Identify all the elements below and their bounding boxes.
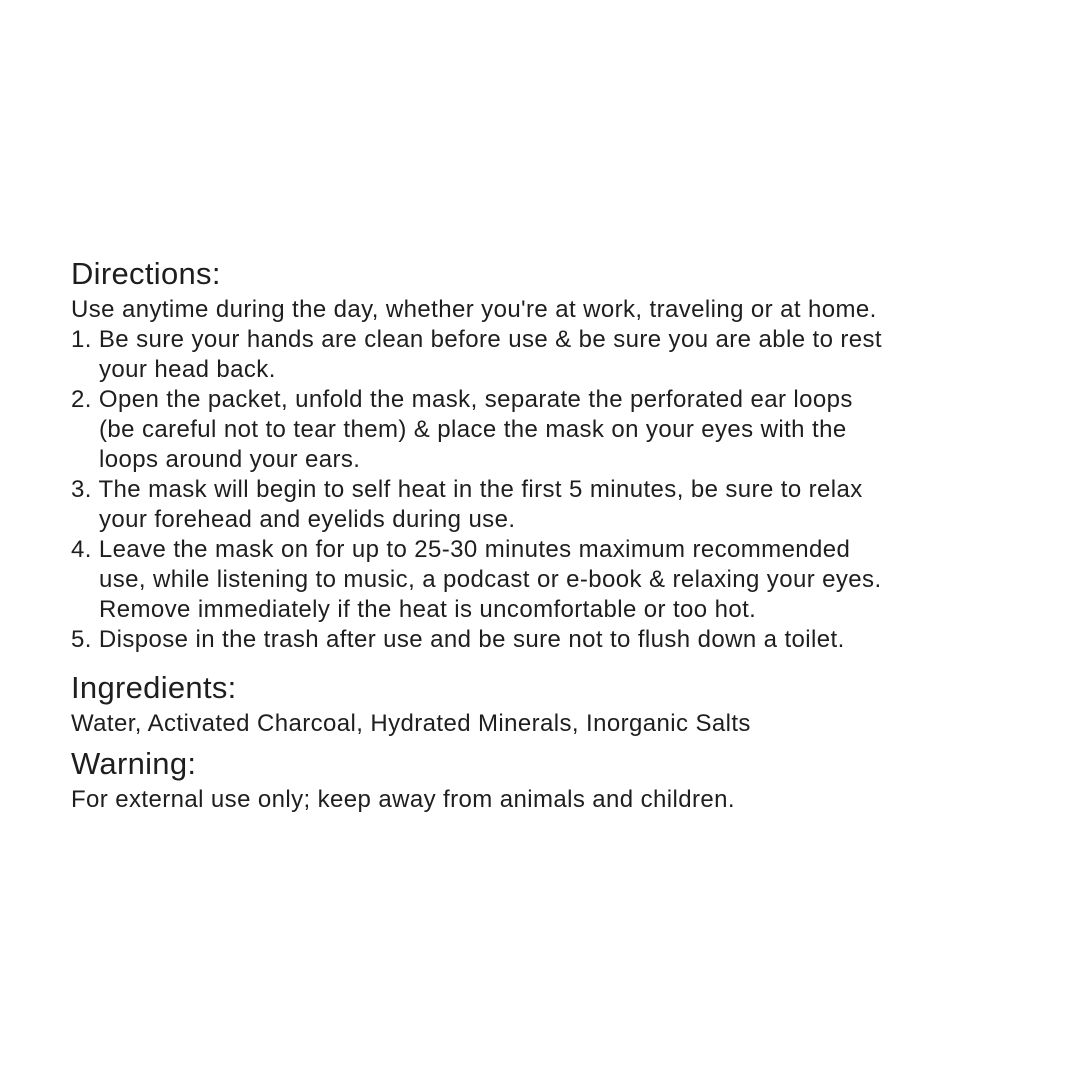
warning-heading: Warning:	[71, 746, 197, 781]
directions-step-2-line-1: 2. Open the packet, unfold the mask, separate the perforated ear loops	[71, 386, 853, 413]
directions-step-4-line-1: 4. Leave the mask on for up to 25-30 minutes maximum recommended	[71, 536, 851, 563]
label-content	[71, 253, 1031, 815]
directions-step-2-line-2: (be careful not to tear them) & place the mask on your eyes with the	[99, 416, 847, 443]
directions-intro-line: Use anytime during the day, whether you're at work, traveling or at home.	[71, 296, 877, 323]
directions-heading: Directions:	[71, 256, 221, 291]
directions-step-5-line-1: 5. Dispose in the trash after use and be sure not to flush down a toilet.	[71, 626, 845, 653]
directions-step-3-line-1: 3. The mask will begin to self heat in the first 5 minutes, be sure to relax	[71, 476, 863, 503]
directions-step-1-line-2: your head back.	[99, 356, 276, 383]
directions-step-1-line-1: 1. Be sure your hands are clean before use & be sure you are able to rest	[71, 326, 883, 353]
directions-step-3-line-2: your forehead and eyelids during use.	[99, 506, 516, 533]
ingredients-list-line: Water, Activated Charcoal, Hydrated Minerals, Inorganic Salts	[71, 710, 751, 737]
directions-step-4-line-3: Remove immediately if the heat is uncomfortable or too hot.	[99, 596, 757, 623]
warning-text-line: For external use only; keep away from animals and children.	[71, 786, 735, 813]
section-warning	[71, 743, 1031, 815]
directions-step-2-line-3: loops around your ears.	[99, 446, 361, 473]
directions-step-4-line-2: use, while listening to music, a podcast or e-book & relaxing your eyes.	[99, 566, 882, 593]
section-directions	[71, 253, 1031, 655]
ingredients-heading: Ingredients:	[71, 670, 237, 705]
section-ingredients	[71, 667, 1031, 739]
